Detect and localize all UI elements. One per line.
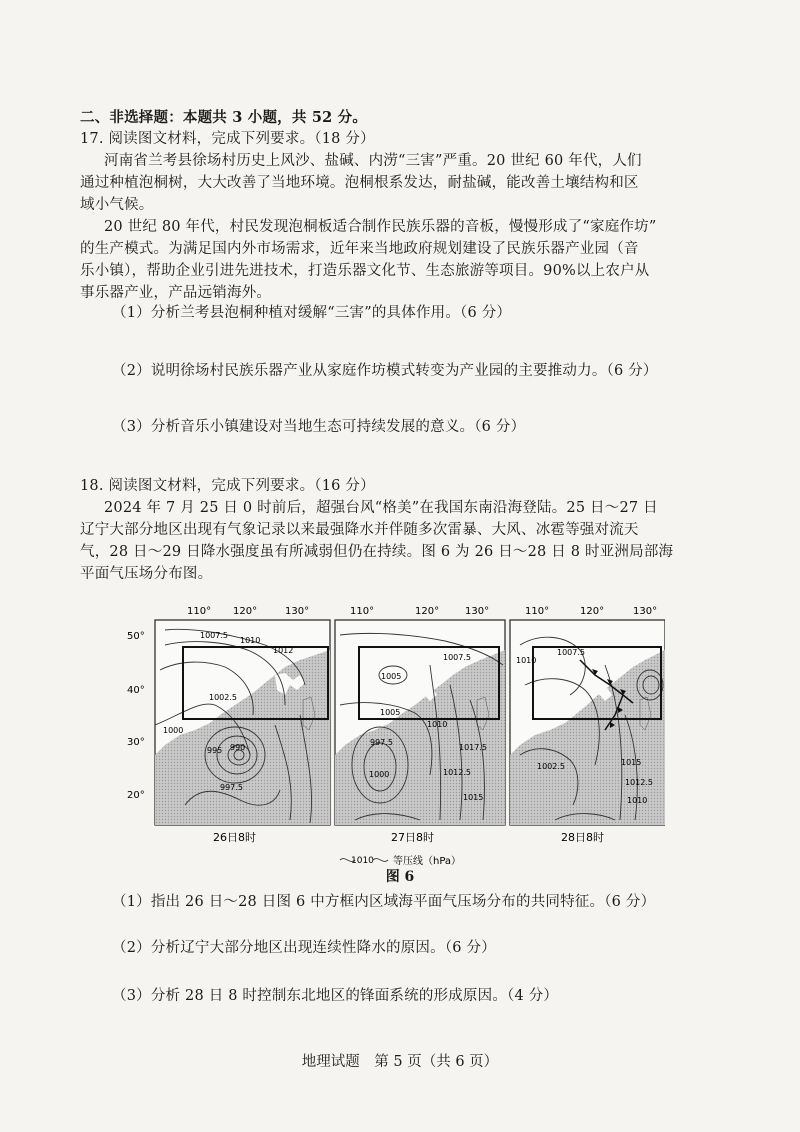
figure-6-pressure-maps xyxy=(125,605,665,875)
legend-text: 等压线（hPa） xyxy=(393,856,462,867)
isobar-label: 1010 xyxy=(427,720,448,729)
q18-sub-question-3: （3）分析 28 日 8 时控制东北地区的锋面系统的形成原因。（4 分） xyxy=(112,988,559,1004)
isobar-label: 1007.5 xyxy=(443,653,471,662)
q17-heading: 17. 阅读图文材料，完成下列要求。（18 分） xyxy=(80,131,375,147)
q18-text-line: 2024 年 7 月 25 日 0 时前后，超强台风“格美”在我国东南沿海登陆。25 日～27 日 xyxy=(104,500,658,516)
map-panel-26 xyxy=(155,620,330,844)
isobar-label: 1007.5 xyxy=(200,631,228,640)
q17-text-line: 事乐器产业，产品远销海外。 xyxy=(80,285,272,301)
isobar-label: 1015 xyxy=(621,758,642,767)
map-panel-28 xyxy=(510,620,665,844)
figure-caption: 图 6 xyxy=(385,869,415,885)
q18-sub-question-2: （2）分析辽宁大部分地区出现连续性降水的原因。（6 分） xyxy=(112,940,496,956)
isobar-label: 997.5 xyxy=(370,738,393,747)
isobar-label: 990 xyxy=(230,743,246,752)
isobar-label: 1012 xyxy=(273,646,294,655)
q17-text-line: 域小气候。 xyxy=(80,197,154,213)
lat-label: 20° xyxy=(127,790,145,801)
panel-time-label: 28日8时 xyxy=(561,831,604,844)
isobar-label: 1000 xyxy=(163,726,184,735)
isobar-label: 997.5 xyxy=(220,783,243,792)
page-footer: 地理试题 第 5 页（共 6 页） xyxy=(301,1054,499,1070)
q18-text-line: 气，28 日～29 日降水强度虽有所减弱但仍在持续。图 6 为 26 日～28 日 8 时亚洲局部海 xyxy=(80,544,674,560)
lon-label: 130° xyxy=(633,606,658,617)
isobar-label: 1010 xyxy=(627,796,648,805)
pressure-maps-svg xyxy=(125,605,665,875)
isobar-label: 995 xyxy=(207,746,223,755)
isobar-label: 1012.5 xyxy=(625,778,653,787)
q18-text-line: 平面气压场分布图。 xyxy=(80,566,213,582)
lon-label: 110° xyxy=(525,606,550,617)
isobar-label: 1017.5 xyxy=(459,743,487,752)
q18-text-line: 辽宁大部分地区出现有气象记录以来最强降水并伴随多次雷暴、大风、冰雹等强对流天 xyxy=(80,522,639,538)
isobar-label: 1005 xyxy=(381,672,402,681)
lon-label: 110° xyxy=(350,606,375,617)
q17-text-line: 乐小镇），帮助企业引进先进技术，打造乐器文化节、生态旅游等项目。90%以上农户从 xyxy=(80,263,650,279)
isobar-label: 1002.5 xyxy=(209,693,237,702)
section-title: 二、非选择题：本题共 3 小题，共 52 分。 xyxy=(80,109,368,126)
isobar-label: 1002.5 xyxy=(537,762,565,771)
lat-label: 40° xyxy=(127,685,145,696)
isobar-label: 1010 xyxy=(240,636,261,645)
isobar-label: 1005 xyxy=(380,708,401,717)
panel-time-label: 26日8时 xyxy=(213,831,256,844)
lat-label: 50° xyxy=(127,631,145,642)
isobar-label: 1007.5 xyxy=(557,648,585,657)
q17-sub-question-2: （2）说明徐场村民族乐器产业从家庭作坊模式转变为产业园的主要推动力。（6 分） xyxy=(112,363,658,379)
lon-label: 120° xyxy=(580,606,605,617)
q17-text-line: 20 世纪 80 年代，村民发现泡桐板适合制作民族乐器的音板，慢慢形成了“家庭作坊” xyxy=(104,219,657,235)
lon-label: 130° xyxy=(465,606,490,617)
lat-label: 30° xyxy=(127,737,145,748)
q17-text-line: 河南省兰考县徐场村历史上风沙、盐碱、内涝“三害”严重。20 世纪 60 年代，人们 xyxy=(104,153,642,169)
q17-text-line: 通过种植泡桐树，大大改善了当地环境。泡桐根系发达，耐盐碱，能改善土壤结构和区 xyxy=(80,175,639,191)
isobar-label: 1015 xyxy=(463,793,484,802)
lon-label: 130° xyxy=(285,606,310,617)
isobar-label: 1012.5 xyxy=(443,768,471,777)
map-panel-27 xyxy=(335,620,505,844)
panel-time-label: 27日8时 xyxy=(391,831,434,844)
isobar-label: 1010 xyxy=(516,656,537,665)
legend-value: 1010 xyxy=(351,856,374,866)
q18-sub-question-1: （1）指出 26 日～28 日图 6 中方框内区域海平面气压场分布的共同特征。（6 分） xyxy=(112,894,656,910)
q18-heading: 18. 阅读图文材料，完成下列要求。（16 分） xyxy=(80,478,375,494)
isobar-label: 1000 xyxy=(369,770,390,779)
lon-label: 110° xyxy=(187,606,212,617)
q17-text-line: 的生产模式。为满足国内外市场需求，近年来当地政府规划建设了民族乐器产业园（音 xyxy=(80,241,639,257)
q17-sub-question-3: （3）分析音乐小镇建设对当地生态可持续发展的意义。（6 分） xyxy=(112,419,526,435)
lon-label: 120° xyxy=(233,606,258,617)
q17-sub-question-1: （1）分析兰考县泡桐种植对缓解“三害”的具体作用。（6 分） xyxy=(112,305,512,321)
lon-label: 120° xyxy=(415,606,440,617)
